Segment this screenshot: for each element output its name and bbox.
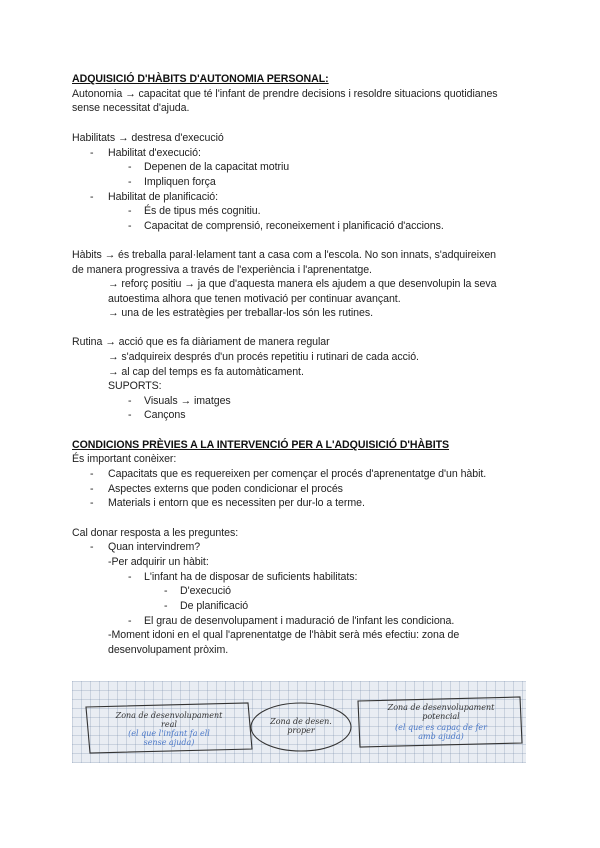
zone-potencial-title-line2: potencial bbox=[422, 712, 460, 721]
zone-potencial-subtitle bbox=[366, 723, 516, 741]
rutina-line1: → s'adquireix després d'un procés repetitiu i rutinari de cada acció. bbox=[108, 351, 419, 363]
bullet-dash: - bbox=[128, 220, 132, 232]
planificacio-item-1: És de tipus més cognitiu. bbox=[144, 205, 261, 217]
habits-definition-line2: de manera progressiva a través de l'experiència i l'aprenentatge. bbox=[72, 264, 372, 276]
suport-item-2: Cançons bbox=[144, 409, 186, 421]
reforc-line1: → reforç positiu → ja que d'aquesta manera els ajudem a que desenvolupin la seva bbox=[108, 278, 497, 290]
condicio-item-2: Aspectes externs que poden condicionar el procés bbox=[108, 483, 343, 495]
zone-proper-label bbox=[258, 717, 344, 735]
bullet-dash: - bbox=[90, 147, 94, 159]
preguntes-intro: Cal donar resposta a les preguntes: bbox=[72, 527, 239, 539]
bullet-dash: - bbox=[128, 176, 132, 188]
condicions-intro: És important conèixer: bbox=[72, 453, 177, 465]
zone-real-subtitle-line1: (el que l'infant fa ell bbox=[128, 729, 210, 738]
condicio-item-3: Materials i entorn que es necessiten per dur-lo a terme. bbox=[108, 497, 365, 509]
bullet-dash: - bbox=[128, 615, 132, 627]
bullet-dash: - bbox=[128, 409, 132, 421]
zone-real-title-line1: Zona de desenvolupament bbox=[115, 711, 223, 720]
zone-real-title bbox=[94, 711, 244, 729]
per-adquirir: -Per adquirir un hàbit: bbox=[108, 556, 209, 568]
rutina-definition: Rutina → acció que es fa diàriament de manera regular bbox=[72, 336, 330, 348]
planificacio-item-2: Capacitat de comprensió, reconeixement i planificació d'accions. bbox=[144, 220, 444, 232]
grau-desenvolupament: El grau de desenvolupament i maduració de l'infant les condiciona. bbox=[144, 615, 455, 627]
habilitat-planificacio: Habilitat de planificació: bbox=[108, 191, 218, 203]
zone-proper-line2: proper bbox=[287, 726, 315, 735]
suport-item-1: Visuals → imatges bbox=[144, 395, 231, 407]
bullet-dash: - bbox=[90, 541, 94, 553]
zone-potencial-title-line1: Zona de desenvolupament bbox=[387, 703, 495, 712]
section-title-condicions: CONDICIONS PRÈVIES A LA INTERVENCIÓ PER A L'ADQUISICIÓ D'HÀBITS bbox=[72, 439, 450, 451]
section-title-autonomia: ADQUISICIÓ D'HÀBITS D'AUTONOMIA PERSONAL: bbox=[72, 73, 329, 85]
condicio-item-1: Capacitats que es requereixen per començar el procés d'aprenentatge d'un hàbit. bbox=[108, 468, 487, 480]
zone-potencial-subtitle-line1: (el que es capaç de fer bbox=[395, 723, 487, 732]
suports-label: SUPORTS: bbox=[108, 380, 162, 392]
rutina-line2: → al cap del temps es fa automàticament. bbox=[108, 366, 304, 378]
zone-real-subtitle bbox=[94, 729, 244, 747]
bullet-dash: - bbox=[128, 205, 132, 217]
bullet-dash: - bbox=[128, 161, 132, 173]
moment-idoni-line2: desenvolupament pròxim. bbox=[108, 644, 229, 656]
zone-diagram-photo bbox=[72, 681, 526, 763]
habits-definition-line1: Hàbits → és treballa paral·lelament tant a casa com a l'escola. No son innats, s'adquireixen bbox=[72, 249, 497, 261]
zone-potencial-subtitle-line2: amb ajuda) bbox=[418, 732, 464, 741]
bullet-dash: - bbox=[90, 497, 94, 509]
execucio-item-1: Depenen de la capacitat motriu bbox=[144, 161, 290, 173]
habilitats-definition: Habilitats → destresa d'execució bbox=[72, 132, 224, 144]
habilitat-deplanificacio: De planificació bbox=[180, 600, 249, 612]
execucio-item-2: Impliquen força bbox=[144, 176, 216, 188]
moment-idoni-line1: -Moment idoni en el qual l'aprenentatge de l'hàbit serà més efectiu: zona de bbox=[108, 629, 460, 641]
bullet-dash: - bbox=[90, 191, 94, 203]
reforc-line2: autoestima alhora que tenen motivació per continuar avançant. bbox=[108, 293, 401, 305]
estrategies-line: → una de les estratègies per treballar-los són les rutines. bbox=[108, 307, 373, 319]
bullet-dash: - bbox=[164, 600, 168, 612]
pregunta-quan: Quan intervindrem? bbox=[108, 541, 201, 553]
infant-habilitats: L'infant ha de disposar de suficients habilitats: bbox=[144, 571, 358, 583]
autonomia-definition-line1: Autonomia → capacitat que té l'infant de prendre decisions i resoldre situacions quotidianes bbox=[72, 88, 498, 100]
bullet-dash: - bbox=[128, 571, 132, 583]
bullet-dash: - bbox=[128, 395, 132, 407]
zone-real-title-line2: real bbox=[161, 720, 177, 729]
habilitat-dexecucio: D'execució bbox=[180, 585, 231, 597]
autonomia-definition-line2: sense necessitat d'ajuda. bbox=[72, 102, 190, 114]
bullet-dash: - bbox=[164, 585, 168, 597]
zone-proper-line1: Zona de desen. bbox=[270, 717, 332, 726]
zone-real-subtitle-line2: sense ajuda) bbox=[143, 738, 195, 747]
bullet-dash: - bbox=[90, 468, 94, 480]
habilitat-execucio: Habilitat d'execució: bbox=[108, 147, 201, 159]
zone-potencial-title bbox=[366, 703, 516, 721]
bullet-dash: - bbox=[90, 483, 94, 495]
